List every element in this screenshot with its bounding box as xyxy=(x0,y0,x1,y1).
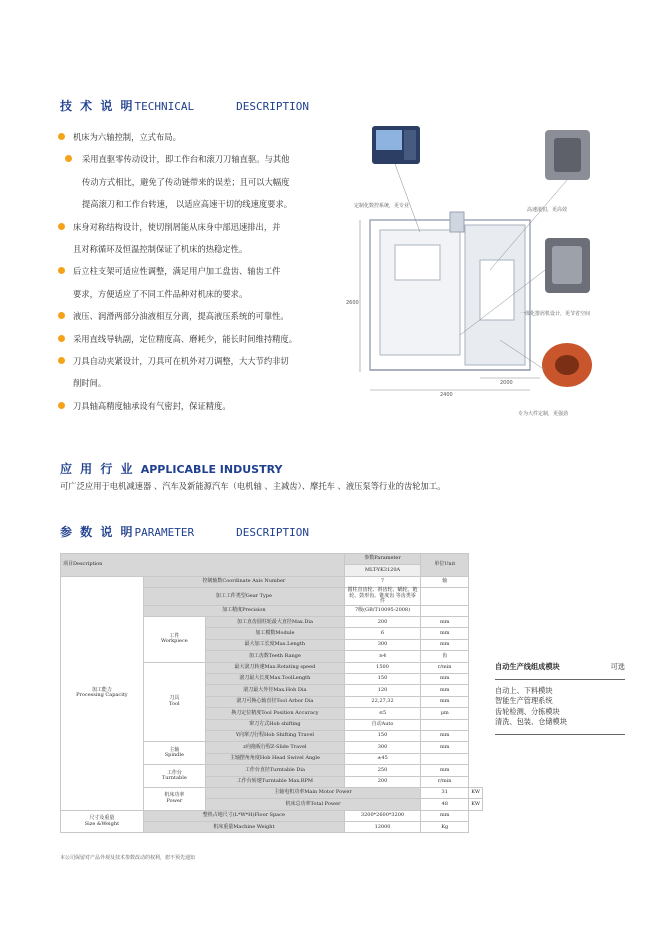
row-value: 300 xyxy=(344,639,420,650)
spindle-group xyxy=(143,742,205,765)
parameter-title-en-1: PARAMETER xyxy=(134,526,195,539)
bullet-line: 要求，方便适应了不同工件品种对机床的要求。 xyxy=(73,288,248,299)
dim-height: 2600 xyxy=(346,300,359,306)
module-list xyxy=(495,686,625,728)
bullet-line: 采用直线导轨副，定位精度高、磨耗少，能长时间维持精度。 xyxy=(73,333,298,344)
power-label: 机床功率 xyxy=(164,792,185,799)
bullet-dot-icon xyxy=(58,402,65,409)
applicable-title-cn: 应 用 行 业 xyxy=(60,462,135,476)
turntable-label: 工作台 xyxy=(166,769,182,776)
row-value: 12000 xyxy=(344,822,420,833)
spindle-label: 主轴 xyxy=(169,746,180,753)
header-model: MLT-YK3120A xyxy=(344,565,420,576)
row-label: 机床总功率Total Power xyxy=(205,799,420,810)
row-unit: mm xyxy=(421,628,469,639)
technical-bullet xyxy=(58,260,330,305)
bullet-dot-icon xyxy=(65,155,72,162)
row-label: 滚刀可换心轴直径Tool Arbor Dia xyxy=(205,696,344,707)
size-label-en: Size &Weight xyxy=(84,820,120,827)
row-value: 1500 xyxy=(344,662,420,673)
row-unit: Kg xyxy=(421,822,469,833)
row-unit: μm xyxy=(421,708,469,719)
size-label: 尺寸及重量 xyxy=(89,815,115,822)
row-label: 最大滚刀转速Max.Rotating speed xyxy=(205,662,344,673)
row-value: ≤5 xyxy=(344,708,420,719)
row-value: 120 xyxy=(344,685,420,696)
row-unit: mm xyxy=(421,674,469,685)
row-value: 300 xyxy=(344,742,420,753)
row-label: Y向窜刀行程Hob Shifting Travel xyxy=(205,730,344,741)
bullet-dot-icon xyxy=(58,133,65,140)
modules-title: 自动生产线组成模块 xyxy=(495,662,560,671)
module-item: 清洗、包装、仓储模块 xyxy=(495,717,567,726)
technical-bullet xyxy=(58,328,330,350)
row-unit: mm xyxy=(421,617,469,628)
row-value: 200 xyxy=(344,776,420,787)
workpiece-label-en: Workpiece xyxy=(160,638,188,645)
row-label: 最大加工长度Max.Length xyxy=(205,639,344,650)
tool-group xyxy=(143,662,205,742)
bullet-line: 床身对称结构设计，使切削屑能从床身中部迅速排出，并 xyxy=(73,221,281,232)
row-value: 31 xyxy=(421,787,469,798)
bullet-dot-icon xyxy=(58,335,65,342)
row-unit xyxy=(421,588,469,606)
bullet-dot-icon xyxy=(58,223,65,230)
bullet-line: 且对称循环及恒温控制保证了机床的热稳定性。 xyxy=(73,244,248,255)
parameter-table xyxy=(60,553,483,833)
bullet-line: 液压、润滑两部分油液相互分离，提高液压系统的可靠性。 xyxy=(73,311,289,322)
table-row xyxy=(61,810,483,821)
bullet-dot-icon xyxy=(58,267,65,274)
row-unit xyxy=(421,605,469,616)
power-group xyxy=(143,787,205,810)
table-header-row xyxy=(61,554,483,565)
technical-bullet xyxy=(58,350,330,395)
row-value: 48 xyxy=(421,799,469,810)
capacity-label: 加工能力 xyxy=(91,686,112,693)
technical-bullet xyxy=(58,126,330,148)
row-value: ±45 xyxy=(344,753,420,764)
table-row xyxy=(61,576,483,587)
parameter-title-en-2: DESCRIPTION xyxy=(236,526,310,539)
row-label: 滚刀最大外径Max.Hob Dia xyxy=(205,685,344,696)
row-label: 主轴摆角角度Hob Head Swivel Angle xyxy=(205,753,344,764)
technical-bullet xyxy=(58,216,330,261)
callout-large-parts: 专为大件定制，更强劲 xyxy=(518,411,569,417)
technical-heading xyxy=(60,97,309,114)
applicable-heading xyxy=(60,460,282,477)
workpiece-label: 工件 xyxy=(169,632,180,639)
header-unit: 单位Unit xyxy=(421,554,469,577)
bullet-line: 后立柱支架可适应性调整，满足用户加工盘齿、轴齿工件 xyxy=(73,266,281,277)
dim-depth: 2000 xyxy=(500,380,513,386)
row-value: 6 xyxy=(344,628,420,639)
capacity-group xyxy=(61,576,144,810)
row-unit: 轴 xyxy=(421,576,469,587)
row-value: 3200*2600*3200 xyxy=(344,810,420,821)
module-item: 自动上、下料模块 xyxy=(495,685,553,695)
technical-bullet xyxy=(58,148,330,215)
row-label: 加工直齿圆柱轮最大直径Max.Dia xyxy=(205,617,344,628)
technical-bullet xyxy=(58,305,330,327)
copyright-note: 本公司保留对产品外观及技术参数改动的权利，恕不预先通知 xyxy=(60,855,196,861)
row-unit: mm xyxy=(421,810,469,821)
row-unit: mm xyxy=(421,730,469,741)
row-unit: mm xyxy=(421,765,469,776)
row-value: 7级(GB/T10095-2008) xyxy=(344,605,420,616)
bullet-dot-icon xyxy=(58,312,65,319)
bullet-line: 传动方式相比，避免了传动链带来的误差；且可以大幅度 xyxy=(82,176,290,187)
row-label: 加工工件类型Gear Type xyxy=(143,588,344,606)
row-value: 圆柱直齿轮、斜齿轮、蜗轮、链轮、鼓形齿、锥度齿 等齿类零件 xyxy=(344,588,420,606)
header-param: 参数Parameter xyxy=(344,554,420,565)
technical-bullet-list xyxy=(58,126,330,417)
applicable-title-en: APPLICABLE INDUSTRY xyxy=(140,463,283,476)
turntable-group xyxy=(143,765,205,788)
row-unit: mm xyxy=(421,639,469,650)
row-label: 窜刀方式Hob shifting xyxy=(205,719,344,730)
row-label: 换刀定位精度Tool Position Accuracy xyxy=(205,708,344,719)
row-label: 加工模数Module xyxy=(205,628,344,639)
dim-width: 2400 xyxy=(440,392,453,398)
module-item: 齿轮检测、分拣模块 xyxy=(495,706,560,716)
turntable-label-en: Turntable xyxy=(161,775,187,782)
applicable-description: 可广泛应用于电机减速器 、汽车及新能源汽车（电机轴 、主减齿）、摩托车 、液压泵等行业的齿轮加工。 xyxy=(60,481,446,491)
callout-chip-conveyor: 一体化排屑机设计，更节省空间 xyxy=(520,311,591,317)
workpiece-group xyxy=(143,617,205,663)
technical-title-en-1: TECHNICAL xyxy=(134,100,195,113)
modules-divider xyxy=(495,734,625,735)
power-label-en: Power xyxy=(166,797,183,804)
row-label: 整机占地尺寸(L*W*H)Floor Space xyxy=(143,810,344,821)
row-unit: mm xyxy=(421,742,469,753)
tool-label-en: Tool xyxy=(169,700,180,707)
row-unit xyxy=(421,719,469,730)
row-label: 加工精度Precision xyxy=(143,605,344,616)
row-unit: mm xyxy=(421,696,469,707)
spindle-label-en: Spindle xyxy=(164,752,184,759)
size-group xyxy=(61,810,144,833)
parameter-heading xyxy=(60,523,309,540)
technical-title-cn: 技 术 说 明 xyxy=(60,99,135,113)
row-value: 22,27,32 xyxy=(344,696,420,707)
row-value: 150 xyxy=(344,674,420,685)
row-unit xyxy=(421,753,469,764)
parameter-title-cn: 参 数 说 明 xyxy=(60,525,135,539)
modules-header xyxy=(495,662,625,680)
row-unit: r/min xyxy=(421,662,469,673)
technical-bullet xyxy=(58,395,330,417)
row-label: 机床重量Machine Weight xyxy=(143,822,344,833)
row-unit: KW xyxy=(469,799,483,810)
row-value: 150 xyxy=(344,730,420,741)
technical-title-en-2: DESCRIPTION xyxy=(236,100,310,113)
bullet-dot-icon xyxy=(58,357,65,364)
row-unit: mm xyxy=(421,685,469,696)
bullet-line: 刀具轴高精度轴承设有气密封，保证精度。 xyxy=(73,400,231,411)
tool-label: 刀具 xyxy=(169,695,180,702)
row-value: 250 xyxy=(344,765,420,776)
row-value: ≥4 xyxy=(344,651,420,662)
row-label: 加工齿数Teeth Range xyxy=(205,651,344,662)
header-item: 项目Description xyxy=(61,554,345,577)
row-unit: KW xyxy=(469,787,483,798)
row-label: 工作台直径Turntable Dia xyxy=(205,765,344,776)
callout-high-speed: 高速滚切，更高效 xyxy=(527,207,568,213)
row-label: 控制轴数Coordinate Axis Number xyxy=(143,576,344,587)
bullet-line: 机床为六轴控制，立式布局。 xyxy=(73,132,181,142)
row-value: 7 xyxy=(344,576,420,587)
row-label: 主轴电机功率Main Motor Power xyxy=(205,787,420,798)
modules-optional: 可选 xyxy=(610,662,625,671)
row-value: 自动Auto xyxy=(344,719,420,730)
row-label: 滚刀最大长度Max.ToolLength xyxy=(205,674,344,685)
machine-drawing xyxy=(340,120,598,425)
machine-illustration xyxy=(340,120,598,425)
bullet-line: 刀具自动夹紧设计，刀具可在机外对刀调整，大大节约非切 xyxy=(73,356,289,367)
row-unit: r/min xyxy=(421,776,469,787)
row-value: 200 xyxy=(344,617,420,628)
row-unit: 齿 xyxy=(421,651,469,662)
row-label: z向拖板行程Z-Slide Travel xyxy=(205,742,344,753)
bullet-line: 削时间。 xyxy=(73,378,107,389)
row-label: 工作台转速Turntable Max.RPM xyxy=(205,776,344,787)
callout-control-system: 定制化数控系统，更专业 xyxy=(354,203,410,209)
capacity-label-en: Processing Capacity xyxy=(76,692,128,699)
bullet-line: 采用直驱零传动设计，即工作台和滚刀刀轴直驱。与其他 xyxy=(82,154,290,165)
module-item: 智能生产管理系统 xyxy=(495,696,553,705)
bullet-line: 提高滚刀和工作台转速， 以适应高速干切的线速度要求。 xyxy=(82,199,293,210)
production-line-modules xyxy=(495,662,625,735)
